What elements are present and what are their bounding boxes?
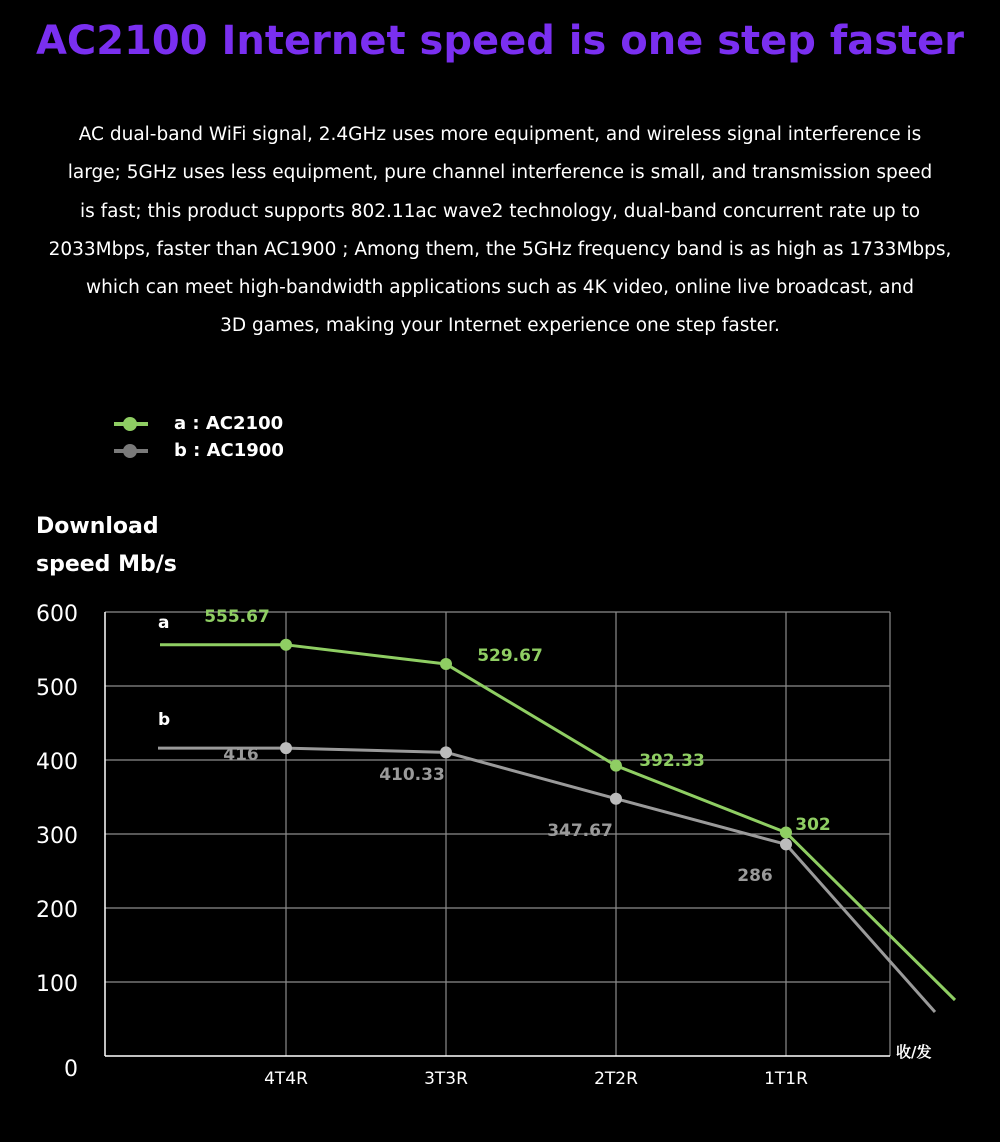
x-tick-label: 3T3R — [424, 1069, 468, 1089]
y-axis-label: Download speed Mb/s — [36, 514, 177, 577]
x-tick-label: 2T2R — [594, 1069, 638, 1089]
page-title: AC2100 Internet speed is one step faster — [35, 18, 965, 64]
x-tick-label: 1T1R — [764, 1069, 808, 1089]
y-tick-label: 200 — [36, 898, 78, 923]
description-line: large; 5GHz uses less equipment, pure channel interference is small, and transmission speed — [67, 162, 933, 184]
y-tick-label: 100 — [36, 972, 78, 997]
data-label-a: 555.67 — [204, 607, 270, 627]
data-point-a — [610, 760, 622, 772]
data-point-b — [280, 742, 292, 754]
series-line-b — [158, 748, 935, 1012]
series-name-a: a — [158, 613, 170, 633]
y-tick-label: 0 — [64, 1057, 78, 1082]
description-line: 3D games, making your Internet experience one step faster. — [220, 315, 780, 337]
data-point-a — [280, 639, 292, 651]
description-line: is fast; this product supports 802.11ac wave2 technology, dual-band concurrent rate up to — [79, 200, 921, 222]
description-line: which can meet high-bandwidth applications such as 4K video, online live broadcast, and — [86, 277, 914, 299]
description-line: 2033Mbps, faster than AC1900 ; Among them, the 5GHz frequency band is as high as 1733Mbps, — [48, 238, 952, 260]
y-tick-label: 300 — [36, 824, 78, 849]
data-label-a: 302 — [795, 815, 831, 835]
data-label-b: 416 — [223, 745, 259, 765]
data-point-a — [440, 658, 452, 670]
y-tick-label: 600 — [36, 602, 78, 627]
data-label-b: 286 — [737, 866, 773, 886]
data-point-b — [780, 838, 792, 850]
description-line: AC dual-band WiFi signal, 2.4GHz uses more equipment, and wireless signal interference is — [78, 124, 922, 145]
x-tick-label: 4T4R — [264, 1069, 308, 1089]
data-label-a: 529.67 — [477, 646, 543, 666]
data-point-a — [780, 827, 792, 839]
x-axis-label: 收/发 — [896, 1043, 932, 1061]
data-label-a: 392.33 — [639, 751, 705, 771]
y-tick-label: 500 — [36, 676, 78, 701]
data-point-b — [440, 746, 452, 758]
legend-label-a: a : AC2100 — [174, 413, 284, 434]
y-tick-label: 400 — [36, 750, 78, 775]
series-name-b: b — [158, 710, 171, 730]
legend-label-b: b : AC1900 — [174, 440, 284, 461]
data-label-b: 347.67 — [547, 821, 613, 841]
data-point-b — [610, 793, 622, 805]
data-label-b: 410.33 — [379, 765, 445, 785]
